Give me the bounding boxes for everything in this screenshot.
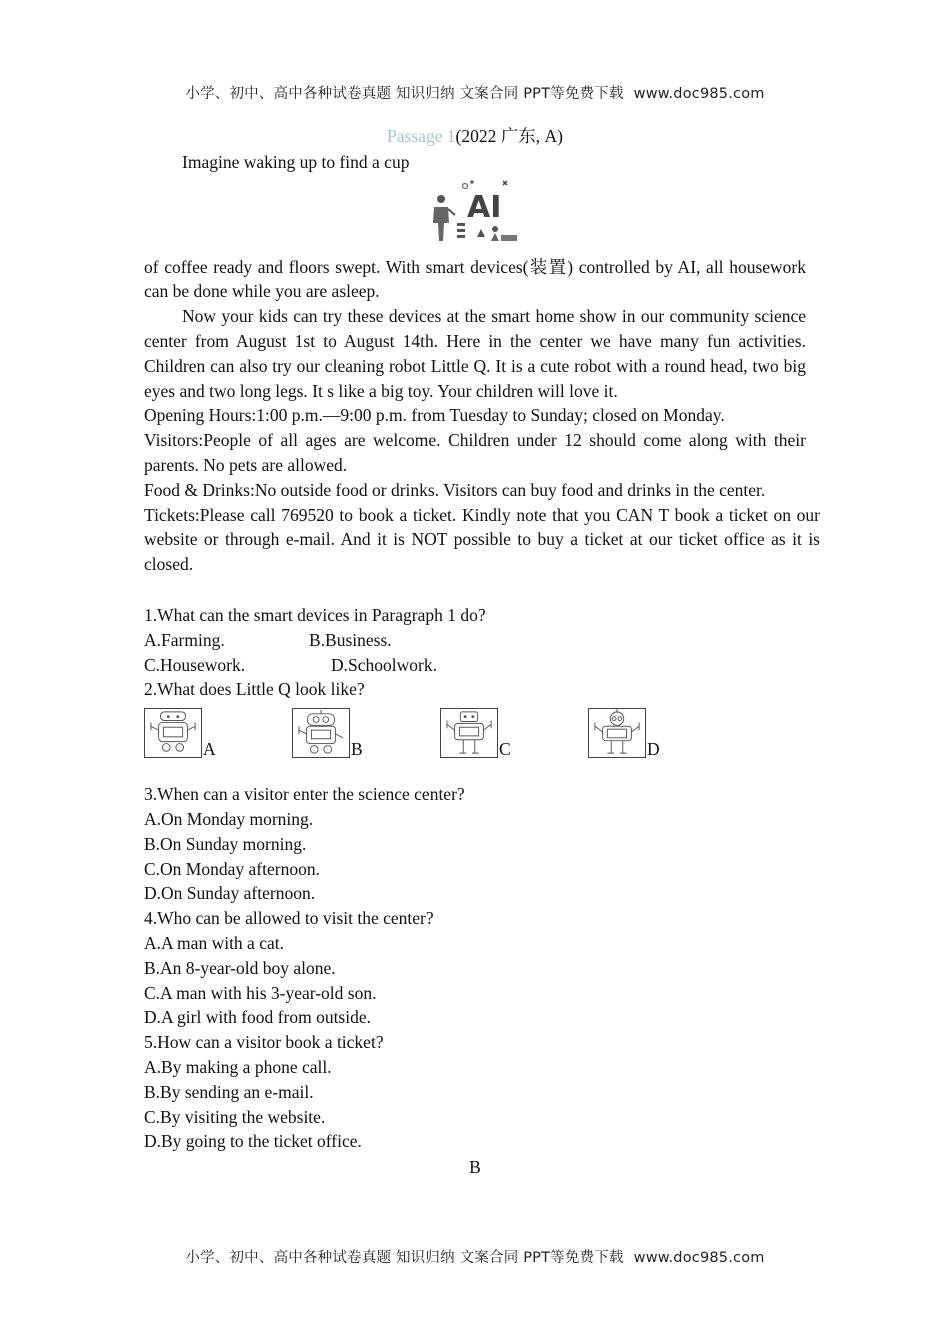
header-text: 小学、初中、高中各种试卷真题 知识归纳 文案合同 PPT等免费下载 (185, 86, 624, 102)
question-1-options-row-2 (144, 653, 806, 678)
question-1-option-a: A.Farming. (144, 629, 225, 650)
visitors-label: Visitors: (144, 430, 204, 451)
food-drinks-text: No outside food or drinks. Visitors can buy food and drinks in the center. (254, 479, 766, 500)
robot-big-eyes-wheels-icon (292, 708, 350, 758)
question-2-option-b (292, 708, 440, 758)
question-1-option-d: D.Schoolwork. (331, 654, 437, 675)
svg-text:AI: AI (467, 189, 502, 225)
question-3-option-d: D.On Sunday afternoon. (144, 883, 316, 904)
passage-paragraph-1: of coffee ready and floors swept. With smart devices(装置) controlled by AI, all housework can be done while you are asleep. (144, 256, 806, 302)
question-4-stem: 4.Who can be allowed to visit the center? (144, 908, 434, 929)
robot-round-head-icon (144, 708, 202, 758)
question-2-option-a (144, 708, 292, 758)
spacer (144, 577, 806, 603)
question-1-stem: 1.What can the smart devices in Paragraph 1 do? (144, 604, 486, 625)
passage-title (144, 124, 806, 149)
passage-intro: Imagine waking up to find a cup (182, 151, 410, 172)
question-4-option-d: D.A girl with food from outside. (144, 1007, 371, 1028)
robot-round-head-long-legs-icon (588, 708, 646, 758)
tickets-text: Please call 769520 to book a ticket. Kindly note that you CAN T book a ticket on our website or through e-mail. And it is NOT possible to buy a ticket at our ticket office as it is closed. (144, 504, 820, 575)
question-5-option-b: B.By sending an e-mail. (144, 1081, 314, 1102)
ai-robot-icon (425, 177, 525, 247)
food-drinks-info (144, 478, 806, 503)
section-b-label: B (469, 1157, 481, 1178)
question-2-stem: 2.What does Little Q look like? (144, 679, 365, 700)
passage-paragraph-2: Now your kids can try these devices at the smart home show in our community science center from August 1st to August 14th. Here in the center we have many fun activities. Children can also try our cleaning robot Little Q. It is a cute robot with a round head, two big eyes and two long legs. It s like a big toy. Your children will love it. (144, 306, 806, 401)
tickets-label: Tickets: (144, 504, 200, 525)
question-4-option-b: B.An 8-year-old boy alone. (144, 957, 336, 978)
question-3-option-c: C.On Monday afternoon. (144, 858, 320, 879)
visitors-info (144, 428, 806, 478)
question-3-stem: 3.When can a visitor enter the science center? (144, 784, 465, 805)
tickets-info (144, 503, 820, 577)
question-4-option-a: A.A man with a cat. (144, 932, 284, 953)
document-body (144, 124, 820, 1180)
question-5-option-a: A.By making a phone call. (144, 1056, 332, 1077)
question-5-stem: 5.How can a visitor book a ticket? (144, 1032, 384, 1053)
robot-long-legs-icon (440, 708, 498, 758)
question-2-image-options (144, 704, 806, 758)
passage-title-prefix: Passage 1 (387, 126, 456, 146)
question-2-option-d (588, 708, 736, 758)
question-2-option-a-label: A (203, 739, 216, 760)
opening-hours-label: Opening Hours: (144, 405, 257, 426)
question-4-option-c: C.A man with his 3-year-old son. (144, 982, 377, 1003)
question-3-option-a: A.On Monday morning. (144, 808, 314, 829)
question-2-option-c (440, 708, 588, 758)
footer-text: 小学、初中、高中各种试卷真题 知识归纳 文案合同 PPT等免费下载 (185, 1250, 624, 1266)
question-1-options-row-1 (144, 628, 806, 653)
opening-hours-text: 1:00 p.m.—9:00 p.m. from Tuesday to Sunday; closed on Monday. (256, 405, 725, 426)
page-header (0, 82, 950, 103)
visitors-text: People of all ages are welcome. Children under 12 should come along with their parents. No pets are allowed. (144, 430, 806, 475)
question-5-option-c: C.By visiting the website. (144, 1106, 326, 1127)
page-footer (0, 1246, 950, 1267)
header-url[interactable]: www.doc985.com (633, 86, 765, 102)
question-3-option-b: B.On Sunday morning. (144, 833, 307, 854)
question-2-option-b-label: B (351, 739, 363, 760)
spacer (144, 758, 806, 782)
question-2-option-c-label: C (499, 739, 511, 760)
question-1-option-c: C.Housework. (144, 654, 246, 675)
question-2-option-d-label: D (647, 739, 660, 760)
question-1-option-b: B.Business. (309, 629, 392, 650)
ai-illustration (144, 177, 806, 255)
opening-hours (144, 403, 806, 428)
food-drinks-label: Food & Drinks: (144, 479, 255, 500)
footer-url[interactable]: www.doc985.com (633, 1250, 765, 1266)
passage-title-suffix: (2022 广东, A) (455, 126, 563, 146)
question-5-option-d: D.By going to the ticket office. (144, 1131, 362, 1152)
